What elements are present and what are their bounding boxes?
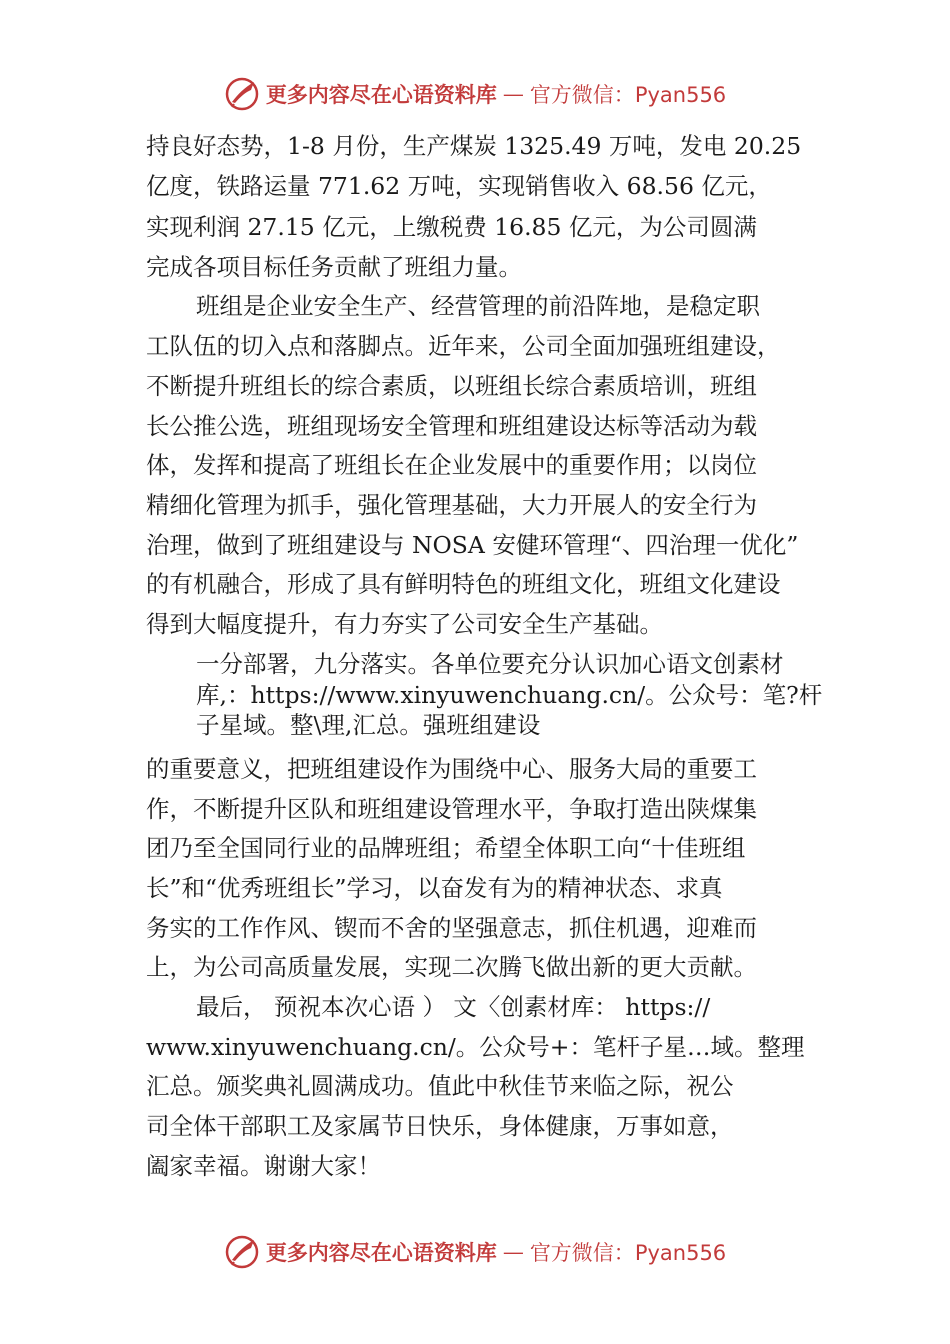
banner-contact xyxy=(530,79,726,109)
text-line: 团乃至全国同行业的品牌班组；希望全体职工向“十佳班组 xyxy=(146,834,746,862)
text-line: 完成各项目标任务贡献了班组力量。 xyxy=(146,253,522,281)
text-line: 最后， 预祝本次心语 ） 文〈创素材库： https:// xyxy=(196,993,711,1021)
text-line: www.xinyuwenchuang.cn/。公众号+：笔杆子星…域。整理 xyxy=(146,1033,805,1061)
pen-logo-icon xyxy=(224,1234,260,1270)
text-line: 子星域。整\理,汇总。强班组建设 xyxy=(196,711,541,739)
text-line: 工队伍的切入点和落脚点。近年来，公司全面加强班组建设， xyxy=(146,332,781,360)
banner-contact-label: 官方微信： xyxy=(529,83,635,107)
text-line: 汇总。颁奖典礼圆满成功。值此中秋佳节来临之际，祝公 xyxy=(146,1072,734,1100)
text-line: 体，发挥和提高了班组长在企业发展中的重要作用；以岗位 xyxy=(146,451,757,479)
text-line: 的有机融合，形成了具有鲜明特色的班组文化，班组文化建设 xyxy=(146,570,781,598)
text-line: 得到大幅度提升，有力夯实了公司安全生产基础。 xyxy=(146,610,663,638)
footer-watermark-banner xyxy=(0,1230,950,1274)
banner-separator: — xyxy=(502,1240,524,1264)
text-line: 亿度，铁路运量 771.62 万吨，实现销售收入 68.56 亿元， xyxy=(146,172,772,200)
text-line: 务实的工作作风、锲而不舍的坚强意志，抓住机遇，迎难而 xyxy=(146,914,757,942)
text-line: 的重要意义，把班组建设作为围绕中心、服务大局的重要工 xyxy=(146,755,757,783)
text-line: 长”和“优秀班组长”学习，以奋发有为的精神状态、求真 xyxy=(146,874,723,902)
text-line: 阖家幸福。谢谢大家！ xyxy=(146,1152,381,1180)
header-watermark-banner xyxy=(0,72,950,116)
text-line: 不断提升班组长的综合素质，以班组长综合素质培训，班组 xyxy=(146,372,757,400)
text-line: 作，不断提升区队和班组建设管理水平，争取打造出陕煤集 xyxy=(146,795,757,823)
text-line: 实现利润 27.15 亿元，上缴税费 16.85 亿元，为公司圆满 xyxy=(146,213,757,241)
text-line: 班组是企业安全生产、经营管理的前沿阵地，是稳定职 xyxy=(196,292,760,320)
banner-contact-id: Pyan556 xyxy=(634,83,727,107)
text-line: 长公推公选，班组现场安全管理和班组建设达标等活动为载 xyxy=(146,412,757,440)
banner-title: 更多内容尽在心语资料库 xyxy=(265,1240,497,1265)
text-line: 一分部署，九分落实。各单位要充分认识加心语文创素材 xyxy=(196,650,784,678)
banner-separator: — xyxy=(502,82,524,106)
banner-contact-id: Pyan556 xyxy=(634,1241,727,1265)
pen-logo-icon xyxy=(224,76,260,112)
text-line: 上，为公司高质量发展，实现二次腾飞做出新的更大贡献。 xyxy=(146,953,757,981)
text-line: 持良好态势，1-8 月份，生产煤炭 1325.49 万吨，发电 20.25 xyxy=(146,132,802,160)
banner-title: 更多内容尽在心语资料库 xyxy=(265,82,497,107)
banner-contact xyxy=(530,1237,726,1267)
banner-contact-label: 官方微信： xyxy=(529,1241,635,1265)
text-line: 司全体干部职工及家属节日快乐，身体健康，万事如意， xyxy=(146,1112,734,1140)
text-line: 库,：https://www.xinyuwenchuang.cn/。公众号：笔?杆 xyxy=(196,681,823,709)
text-line: 精细化管理为抓手，强化管理基础，大力开展人的安全行为 xyxy=(146,491,757,519)
text-line: 治理，做到了班组建设与 NOSA 安健环管理“、四治理一优化” xyxy=(146,531,799,559)
